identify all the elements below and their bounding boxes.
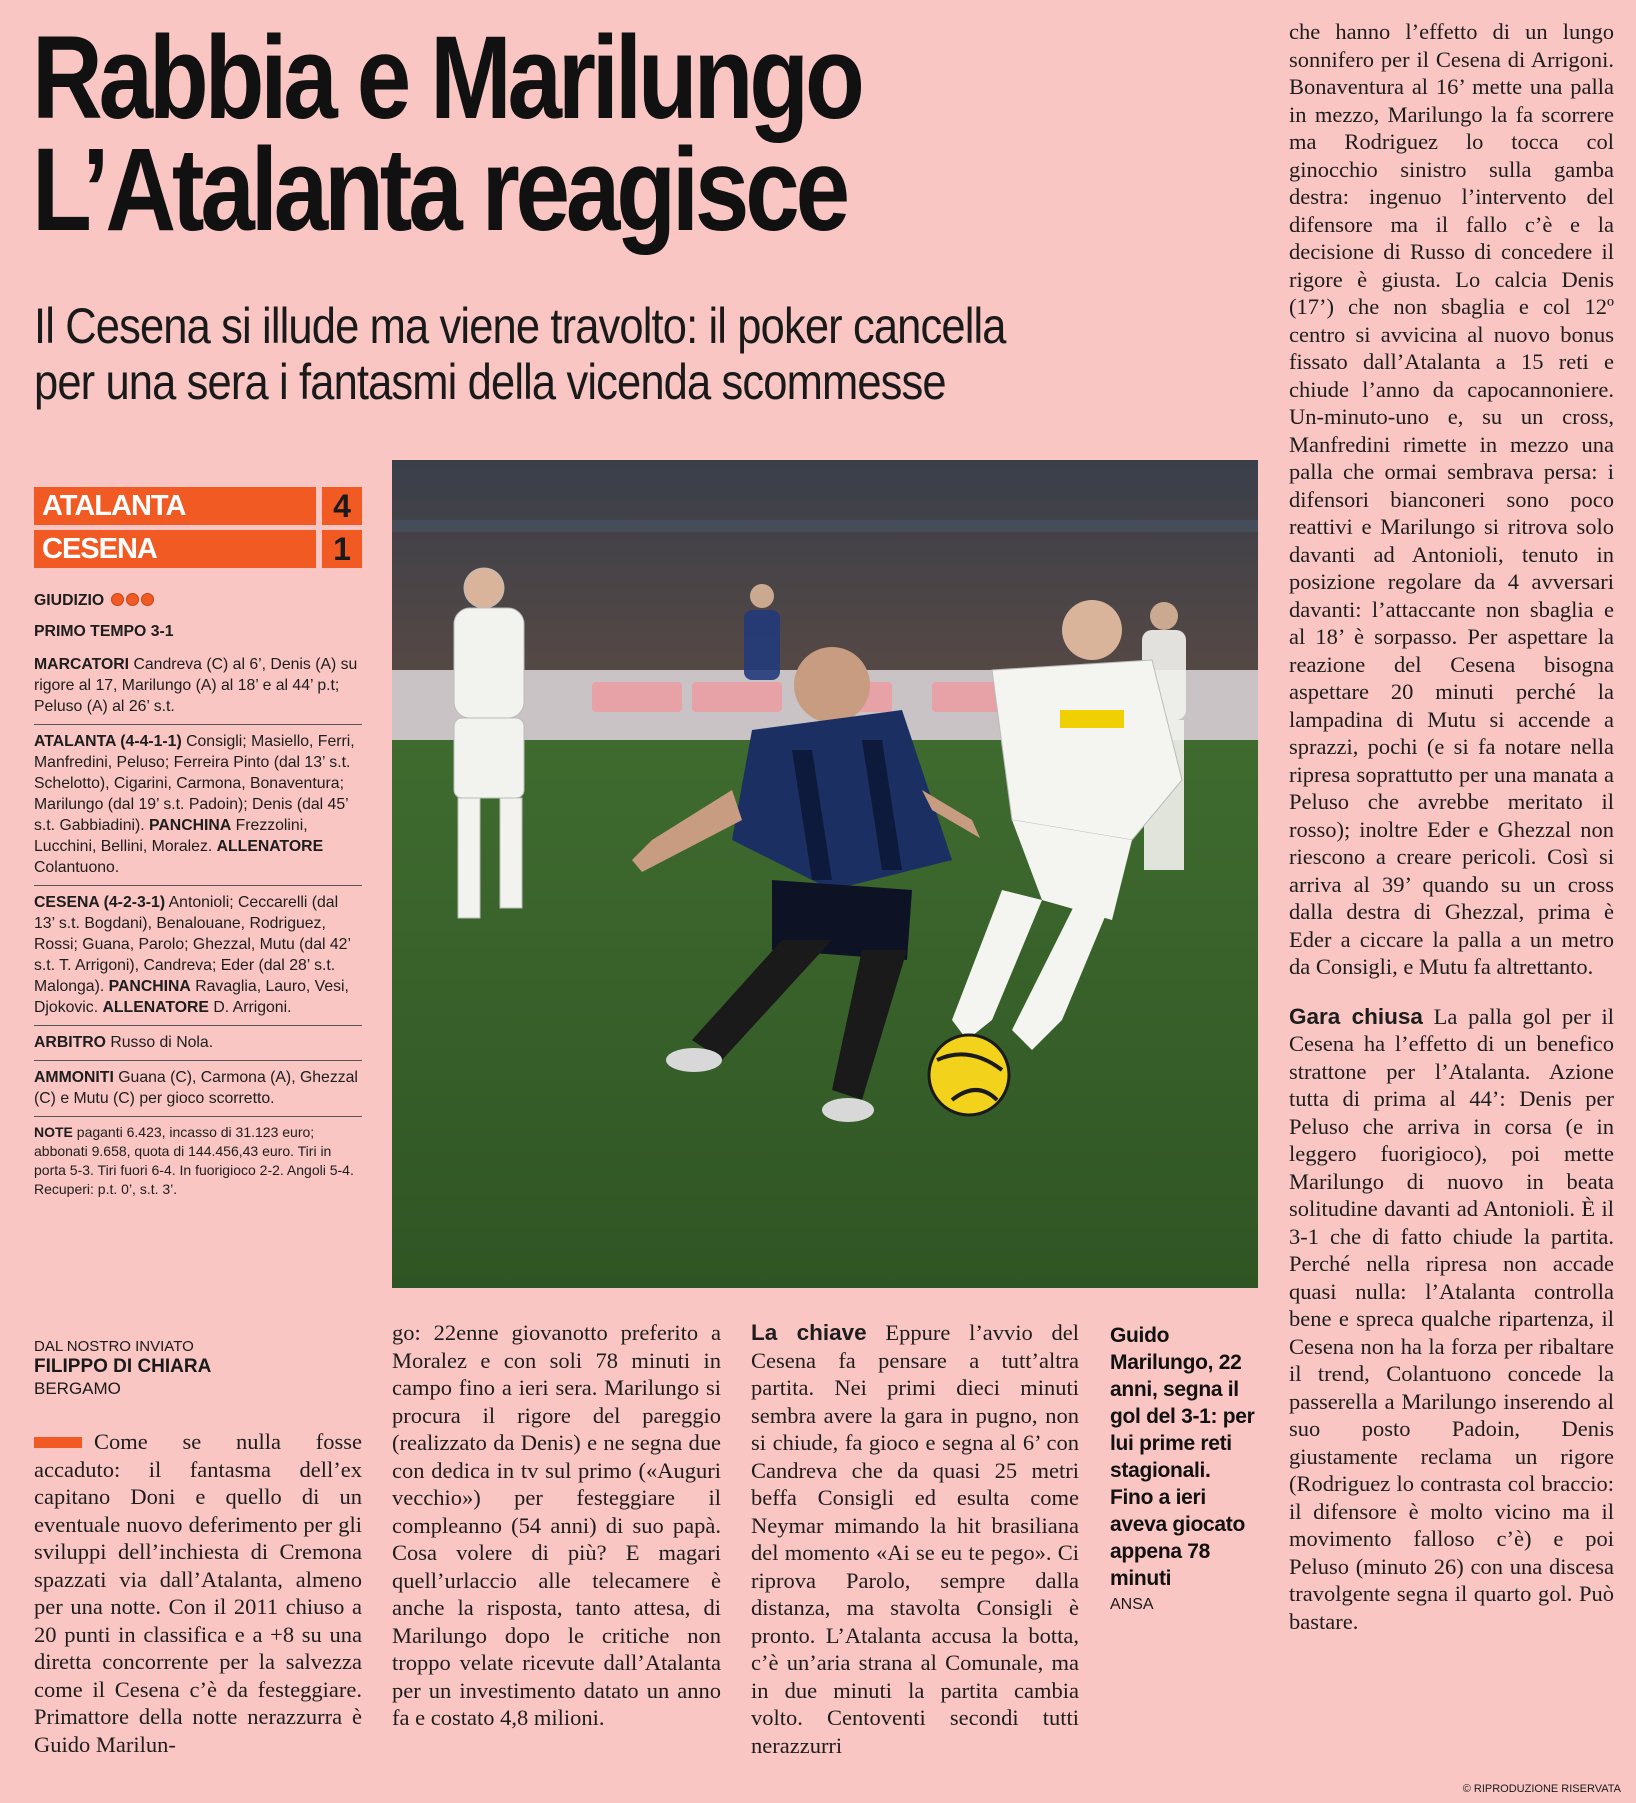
headline-line-1: Rabbia e Marilungo: [32, 12, 861, 144]
cesena-panchina-text: Ravaglia, Lauro, Vesi, Djokovic.: [34, 978, 349, 1016]
ammoniti-label: AMMONITI: [34, 1069, 114, 1086]
ammoniti-text: Guana (C), Carmona (A), Ghezzal (C) e Mutu (C) per gioco scorretto.: [34, 1069, 358, 1107]
rating-dot-icon: [126, 593, 139, 606]
headline: [32, 12, 1070, 256]
marcatori-label: MARCATORI: [34, 656, 130, 673]
photo-caption: [1110, 1322, 1258, 1616]
atalanta-panchina-label: PANCHINA: [149, 817, 232, 834]
col3-kicker: La chiave: [751, 1320, 867, 1345]
article-column-3: [751, 1319, 1079, 1759]
marcatori-text: Candreva (C) al 6’, Denis (A) su rigore al 17, Marilungo (A) al 18’ e al 44’ p.t; Peluso (A) al 26’ s.t.: [34, 656, 358, 715]
note-text: paganti 6.423, incasso di 31.123 euro; abbonati 9.658, quota di 144.456,43 euro. Tiri in porta 5-3. Tiri fuori 6-4. In fuorigioco 2-2. Angoli 5-4. Recuperi: p.t. 0’, s.t. 3’.: [34, 1124, 354, 1197]
byline-inviato: DAL NOSTRO INVIATO: [34, 1338, 194, 1355]
subheadline: [34, 298, 1165, 410]
article-column-1: [34, 1428, 362, 1758]
photo-caption-text: Guido Marilungo, 22 anni, segna il gol del 3-1: per lui prime reti stagionali. Fino a ieri aveva giocato appena 78 minuti: [1110, 1324, 1255, 1590]
atalanta-allenatore-text: Colantuono.: [34, 859, 120, 876]
cesena-allenatore-label: ALLENATORE: [102, 999, 209, 1016]
primo-tempo-label: PRIMO TEMPO 3-1: [34, 623, 174, 640]
match-photo-illustration: [392, 460, 1258, 1288]
photo-credit: ANSA: [1110, 1596, 1154, 1613]
cesena-lineup-block: [34, 886, 362, 1026]
note-block: [34, 1117, 362, 1205]
subhead-line-2: per una sera i fantasmi della vicenda scommesse: [34, 354, 946, 410]
giudizio-row: [34, 588, 362, 621]
rating-dot-icon: [111, 593, 124, 606]
cesena-lineup-text: Antonioli; Ceccarelli (dal 13’ s.t. Bogdani), Benalouane, Rodriguez, Rossi; Guana, Parolo; Ghezzal, Mutu (dal 42’ s.t. T. Arrigoni), Candreva; Eder (dal 28’ s.t. Malonga).: [34, 894, 351, 995]
match-photo: [392, 460, 1258, 1288]
giudizio-rating-dots: [109, 592, 154, 609]
away-team-name: CESENA: [34, 530, 316, 568]
atalanta-panchina-text: Frezzolini, Lucchini, Bellini, Moralez.: [34, 817, 308, 855]
arbitro-block: [34, 1026, 362, 1061]
article-col3-text: Eppure l’avvio del Cesena fa pensare a tutt’altra partita. Nei primi dieci minuti sembra avere la gara in pugno, non si chiude, fa gioco e segna al 6’ con Candreva che da quasi 25 metri beffa Consigli ed esulta come Neymar mimando la hit brasiliana del momento «Ai se eu te pego». Ci riprova Parolo, sempre dalla distanza, ma stavolta Consigli è pronto. L’Atalanta accusa la botta, c’è un’aria strana al Comunale, ma in due minuti la partita cambia volto. Centoventi secondi tutti nerazzurri: [751, 1320, 1079, 1758]
article-col2-text: go: 22enne giovanotto preferito a Moralez e con soli 78 minuti in campo fino a ieri sera. Marilungo si procura il rigore del pareggio (realizzato da Denis) e ne segna due con dedica in tv sul primo («Auguri vecchio») per festeggiare il compleanno (54 anni) di suo papà. Cosa volere di più? E magari quell’urlaccio alle telecamere è anche la risposta, tanto attesa, di Marilungo dopo le critiche non troppo velate ricevute dall’Atalanta per un investimento datato un anno fa e costato 4,8 milioni.: [392, 1320, 721, 1730]
atalanta-lineup-block: [34, 725, 362, 886]
lead-marker: [34, 1437, 82, 1448]
cesena-allenatore-text: D. Arrigoni.: [213, 999, 292, 1016]
note-label: NOTE: [34, 1124, 73, 1140]
atalanta-lineup-label: ATALANTA (4-4-1-1): [34, 733, 182, 750]
copyright-notice: © RIPRODUZIONE RISERVATA: [1462, 1783, 1621, 1795]
arbitro-text: Russo di Nola.: [110, 1034, 214, 1051]
atalanta-lineup-text: Consigli; Masiello, Ferri, Manfredini, Peluso; Ferreira Pinto (dal 13’ s.t. Schelotto), Cigarini, Carmona, Bonaventura; Marilungo (dal 19’ s.t. Padoin); Denis (dal 45’ s.t. Gabbiadini).: [34, 733, 355, 834]
marcatori-block: [34, 648, 362, 725]
scoreboard-home: [34, 487, 362, 525]
headline-line-2: L’Atalanta reagisce: [32, 124, 846, 256]
article-column-4: [1289, 18, 1614, 1635]
byline-location: BERGAMO: [34, 1379, 121, 1398]
giudizio-label: GIUDIZIO: [34, 592, 105, 609]
arbitro-label: ARBITRO: [34, 1034, 106, 1051]
ammoniti-block: [34, 1061, 362, 1117]
article-col4-p1: che hanno l’effetto di un lungo sonnifero per il Cesena di Arrigoni. Bonaventura al 16’ mette una palla in mezzo, Marilungo la fa scorrere ma Rodriguez lo tocca col ginocchio sinistro sulla gamba destra: ingenuo l’intervento del difensore ma il fallo c’è e la decisione di Russo di concedere il rigore è giusta. Lo calcia Denis (17’) che non sbaglia e col 12º centro si avvicina al nuovo bonus fissato dall’Atalanta a 15 reti e chiude l’anno da capocannoniere. Un-minuto-uno e, su un cross, Manfredini rimette in mezzo una palla che ormai sembrava persa: i difensori bianconeri sono poco reattivi e Marilungo si ritrova solo davanti ad Antonioli, tenuto in posizione regolare da 4 avversari davanti: l’attaccante non sbaglia e al 18’ è sorpasso. Per aspettare la reazione del Cesena bisogna aspettare 20 minuti perché la lampadina di Mutu si accende a sprazzi, pochi (e si fa notare nella ripresa soprattutto per una manata a Peluso che avrebbe meritato il rosso); inoltre Eder e Ghezzal non riescono a creare pericoli. Così si arriva al 39’ quando su un cross dalla destra di Ghezzal, prima è Eder a ciccare la palla a un metro da Consigli, e Mutu fa altrettanto.: [1289, 19, 1614, 979]
article-column-2: [392, 1319, 721, 1732]
byline-author: FILIPPO DI CHIARA: [34, 1356, 212, 1377]
match-info-box: [34, 588, 362, 1205]
rating-dot-icon: [141, 593, 154, 606]
primo-tempo: [34, 621, 362, 648]
cesena-panchina-label: PANCHINA: [108, 978, 191, 995]
subhead-line-1: Il Cesena si illude ma viene travolto: il poker cancella: [34, 298, 1006, 354]
article-col1-text: Come se nulla fosse accaduto: il fantasma dell’ex capitano Doni e quello di un eventuale nuovo deferimento per gli sviluppi dell’inchiesta di Cremona spazzati via dall’Atalanta, almeno per una notte. Con il 2011 chiuso a 20 punti in classifica e a +8 su una diretta concorrente per la salvezza come il Cesena c’è da festeggiare. Primattore della notte nerazzurra è Guido Marilun-: [34, 1429, 362, 1757]
byline: [34, 1338, 354, 1399]
away-score: 1: [322, 530, 362, 568]
scoreboard-away: [34, 530, 362, 568]
home-team-name: ATALANTA: [34, 487, 316, 525]
cesena-lineup-label: CESENA (4-2-3-1): [34, 894, 166, 911]
home-score: 4: [322, 487, 362, 525]
article-col4-p2: La palla gol per il Cesena ha l’effetto di un benefico strattone per l’Atalanta. Azione tutta di prima al 44’: Denis per Peluso che arriva in corsa (e in leggero fuorigioco), poi mette Marilungo di nuovo in beata solitudine davanti ad Antonioli. È il 3-1 che di fatto chiude la partita. Perché nella ripresa non accade quasi nulla: l’Atalanta controlla bene e spreca qualche ripartenza, il Cesena non ha la forza per ribaltare il trend, Colantuono concede la passerella a Marilungo inserendo al suo posto Padoin, Denis giustamente reclama un rigore (Rodriguez lo contrasta col braccio: il difensore è molto vicino ma il movimento falloso c’è) e poi Peluso (minuto 26) con una discesa travolgente segna il quarto gol. Può bastare.: [1289, 1003, 1614, 1634]
col4-kicker: Gara chiusa: [1289, 1003, 1423, 1029]
atalanta-allenatore-label: ALLENATORE: [216, 838, 324, 855]
